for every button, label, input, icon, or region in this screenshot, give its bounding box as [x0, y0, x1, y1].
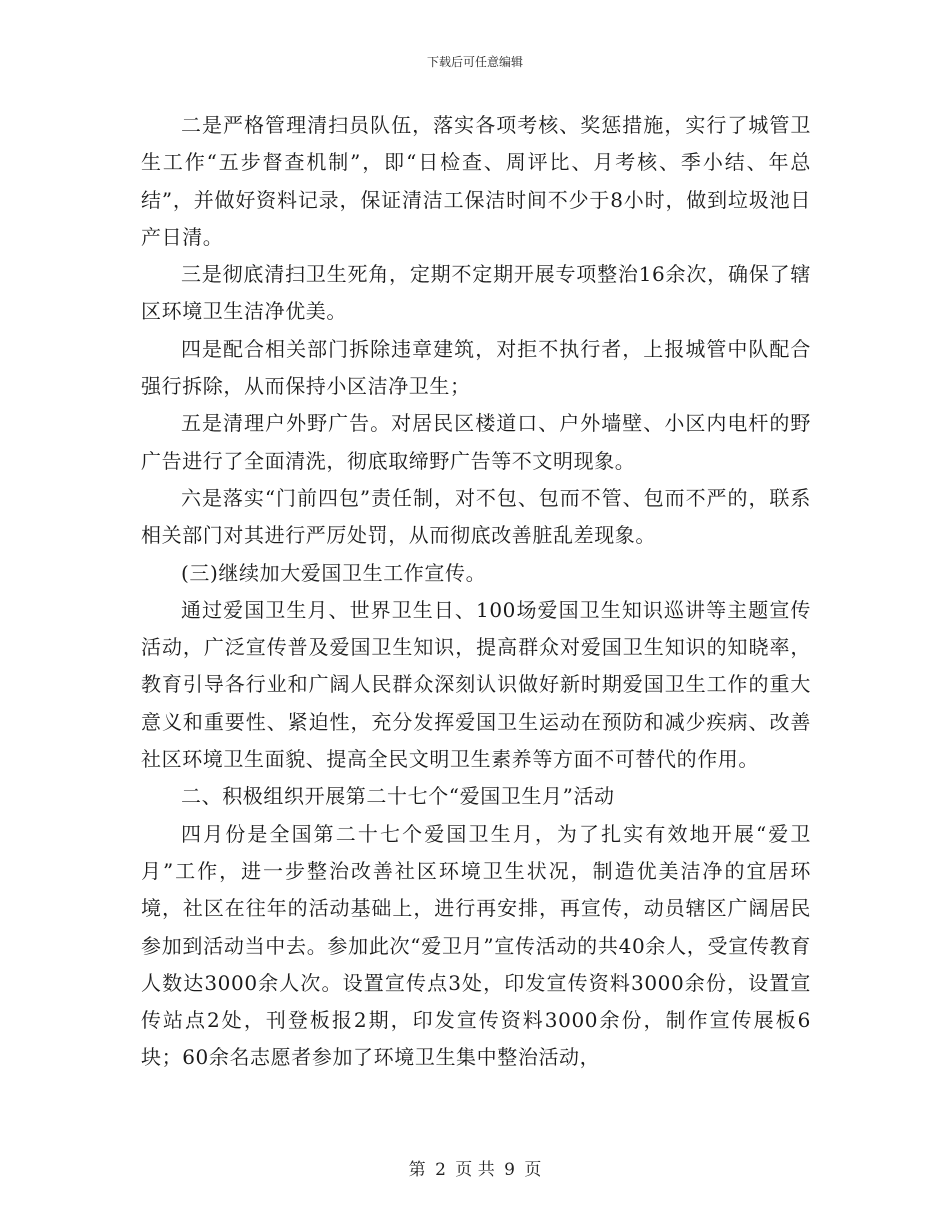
footer-suffix: 页 — [524, 1160, 542, 1180]
paragraph: 四是配合相关部门拆除违章建筑，对拒不执行者，上报城管中队配合强行拆除，从而保持小区洁净卫生； — [141, 336, 811, 399]
paragraph: 五是清理户外野广告。对居民区楼道口、户外墙壁、小区内电杆的野广告进行了全面清洗，彻底取缔野广告等不文明现象。 — [141, 411, 811, 473]
paragraph: 六是落实“门前四包”责任制，对不包、包而不管、包而不严的，联系相关部门对其进行严厉处罚，从而彻底改善脏乱差现象。 — [141, 485, 811, 548]
footer-mid: 页 共 — [455, 1160, 495, 1180]
footer-prefix: 第 — [408, 1160, 426, 1180]
paragraph: 四月份是全国第二十七个爱国卫生月，为了扎实有效地开展“爱卫月”工作，进一步整治改善社区环境卫生状况，制造优美洁净的宜居环境，社区在往年的活动基础上，进行再安排，再宣传，动员辖区广阔居民参加到活动当中去。参加此次“爱卫月”宣传活动的共40余人，受宣传教育人数达3000余人次。设置宣传点3处，印发宣传资料3000余份，设置宣传站点2处，刊登板报2期，印发宣传资料3000余份，制作宣传展板6块；60余名志愿者参加了环境卫生集中整治活动， — [141, 821, 811, 1070]
page-header: 下载后可任意编辑 — [426, 55, 523, 69]
paragraph: 通过爱国卫生月、世界卫生日、100场爱国卫生知识巡讲等主题宣传活动，广泛宣传普及爱国卫生知识，提高群众对爱国卫生知识的知晓率，教育引导各行业和广阔人民群众深刻认识做好新时期爱国卫生工作的重大意义和重要性、紧迫性，充分发挥爱国卫生运动在预防和减少疾病、改善社区环境卫生面貌、提高全民文明卫生素养等方面不可替代的作用。 — [141, 597, 811, 772]
section-heading: 二、积极组织开展第二十七个“爱国卫生月”活动 — [181, 784, 615, 809]
total-pages-number: 9 — [504, 1160, 515, 1180]
page-footer — [0, 1155, 950, 1180]
current-page-number: 2 — [435, 1160, 446, 1180]
section-heading: (三)继续加大爱国卫生工作宣传。 — [181, 560, 487, 585]
paragraph: 三是彻底清扫卫生死角，定期不定期开展专项整治16余次，确保了辖区环境卫生洁净优美。 — [141, 262, 811, 324]
paragraph: 二是严格管理清扫员队伍，落实各项考核、奖惩措施，实行了城管卫生工作“五步督查机制”，即“日检查、周评比、月考核、季小结、年总结”，并做好资料记录，保证清洁工保洁时间不少于8小时，做到垃圾池日产日清。 — [141, 113, 811, 249]
document-body — [141, 107, 811, 1077]
